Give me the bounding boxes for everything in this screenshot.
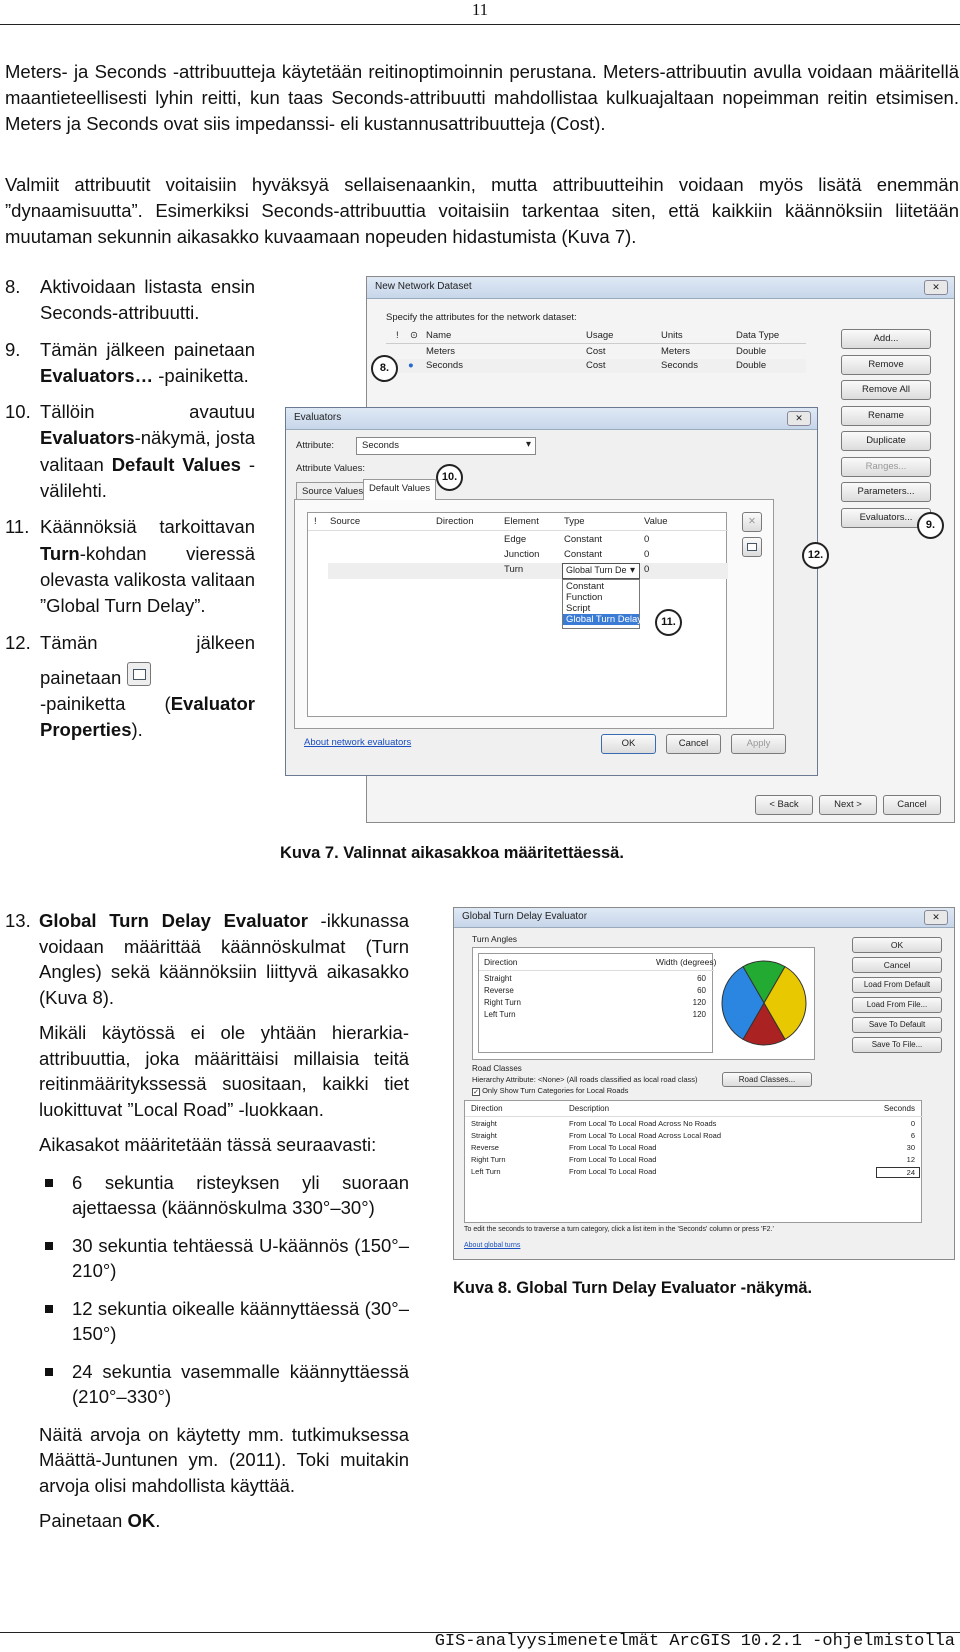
steps-list-1: [5, 274, 255, 754]
remove-button[interactable]: Remove: [841, 355, 931, 375]
footer-text: GIS-analyysimenetelmät ArcGIS 10.2.1 -ohjelmistolla: [434, 1632, 955, 1651]
table-row[interactable]: Straight From Local To Local Road Across Local Road 6: [471, 1131, 915, 1140]
table-row[interactable]: Straight 60: [484, 974, 706, 983]
nd-titlebar: New Network Dataset ✕: [367, 277, 954, 299]
load-from-file-button[interactable]: Load From File...: [852, 997, 942, 1013]
parameters-button[interactable]: Parameters...: [841, 482, 931, 502]
list-item: 24 sekuntia vasemmalle käännyttäessä (210°–330°): [45, 1359, 409, 1410]
paragraph-hierarchy: Mikäli käytössä ei ole yhtään hierarkia-attribuuttia, joka määrittäisi millaisia teitä reitinmääritykssessä suositaan, kaikki tiet luokittuvat ”Local Road” -luokkaan.: [39, 1022, 409, 1120]
next-button[interactable]: Next >: [819, 795, 877, 815]
table-row[interactable]: Meters Cost Meters Double: [426, 346, 767, 357]
callout-11: 11.: [655, 609, 682, 636]
table-row[interactable]: Left Turn From Local To Local Road 24: [465, 1167, 923, 1179]
attribute-select[interactable]: Seconds ▾: [356, 437, 536, 455]
cancel-button[interactable]: Cancel: [666, 734, 721, 754]
paragraph-2: Valmiit attribuutit voitaisiin hyväksyä sellaisenaankin, mutta attribuutteihin voidaan myös lisätä enemmän ”dynaamisuutta”. Esimerkiksi Seconds-attribuuttia voitaisiin tarkentaa siten, että kaikkiin käännöksiin liitetään muutaman sekunnin aikasakko kuvaamaan nopeuden hidastumista (Kuva 7).: [5, 174, 959, 247]
seconds-edit-field[interactable]: 24: [876, 1167, 920, 1178]
close-icon[interactable]: ✕: [924, 910, 948, 925]
close-icon[interactable]: ✕: [924, 280, 948, 295]
default-values-panel: [294, 499, 774, 729]
properties-icon: [747, 543, 757, 551]
header-rule: [0, 24, 960, 25]
apply-button[interactable]: Apply: [731, 734, 786, 754]
list-item: 13. Global Turn Delay Evaluator -ikkunassa voidaan määrittää käännöskulmat (Turn Angles) sekä käännöksiin liittyvä aikasakko (Kuva 8).: [5, 910, 409, 1008]
list-item: 9. Tämän jälkeen painetaan Evaluators… -painiketta.: [5, 338, 255, 386]
page-number: 11: [471, 0, 489, 19]
tab-source-values[interactable]: Source Values: [296, 482, 369, 500]
turn-angles-panel: [472, 947, 815, 1060]
callout-8: 8.: [371, 355, 398, 382]
list-item: 8. Aktivoidaan listasta ensin Seconds-attribuutti.: [5, 276, 255, 324]
bullet-icon: [45, 1179, 53, 1187]
list-item: 12 sekuntia oikealle käännyttäessä (30°–150°): [45, 1296, 409, 1347]
turn-categories-table: Direction Description Seconds Straight From Local To Local Road Across No Roads 0 Straight From Local To Local Road Across Local Road 6 Reverse From Local To Local Road 30 Right Turn From Local To Local Road 12 Left Turn From Local To Local Road 24: [464, 1100, 922, 1223]
about-global-turns-link[interactable]: About global turns: [464, 1242, 521, 1249]
ok-button[interactable]: OK: [852, 937, 942, 953]
callout-10: 10.: [436, 464, 463, 491]
attributes-table: ! ⊙ Name Usage Units Data Type Meters Cost Meters Double ● Seconds Cost Seconds Double: [386, 328, 801, 376]
paragraph-reference: Näitä arvoja on käytetty mm. tutkimuksessa Määttä-Juntunen ym. (2011). Toki muitakin arvoja olisi mahdollista käyttää.: [39, 1423, 409, 1496]
table-row[interactable]: Straight From Local To Local Road Across No Roads 0: [471, 1119, 915, 1128]
type-dropdown-menu: [562, 579, 643, 629]
radio-icon: ●: [408, 360, 414, 371]
list-item: 10. Tällöin avautuu Evaluators-näkymä, josta valitaan Default Values -välilehti.: [5, 401, 256, 502]
road-classes-button[interactable]: Road Classes...: [722, 1072, 812, 1087]
table-row[interactable]: Left Turn 120: [484, 1010, 706, 1019]
save-to-file-button[interactable]: Save To File...: [852, 1037, 942, 1053]
cancel-button[interactable]: Cancel: [852, 957, 942, 973]
delete-icon[interactable]: ✕: [742, 512, 762, 532]
turn-type-select[interactable]: Global Turn De ▾: [562, 563, 640, 579]
new-network-dataset-window: New Network Dataset ✕ Specify the attributes for the network dataset: ! ⊙ Name Usage Units Data Type Meters Cost Meters Double ● Seconds Cost Seconds Double Add... Remove Remove All Rename Duplicate Ranges... Parameters... Evaluators... < Back Next > Cancel: [366, 276, 955, 823]
bullet-icon: [45, 1242, 53, 1250]
table-row[interactable]: Reverse From Local To Local Road 30: [471, 1143, 915, 1152]
global-turn-delay-window: Global Turn Delay Evaluator ✕ Turn Angles Direction Width (degrees) Straight 60 Reverse 60 Right Turn 120 Left Turn 120 OK Cancel Load From Default Load From File... Save To Default Save To File... Road Classes Hierarchy Attribute: <None> (All roads classified as local road class) Road Classes... ✓ Only Show Turn Categories for Local Roads Direction Description Seconds Straight From Local To Local Road Across No Roads 0 Straight From Local To Local Road Across Local Road 6 Reverse From Local To Local Road 30 Right Turn From Local To Local Road 12 Left Turn From Local To Local Road 24 To edit the seconds to traverse a turn category, click a list item in the 'Seconds' column or press 'F2.' About global turns: [453, 907, 955, 1260]
evaluators-button[interactable]: Evaluators...: [841, 508, 931, 528]
turn-angles-table: Direction Width (degrees) Straight 60 Reverse 60 Right Turn 120 Left Turn 120: [478, 953, 713, 1053]
menu-item-global-turn-delay[interactable]: Global Turn Delay: [563, 614, 639, 625]
cancel-button[interactable]: Cancel: [883, 795, 941, 815]
tab-default-values[interactable]: Default Values: [363, 479, 436, 500]
table-row[interactable]: Reverse 60: [484, 986, 706, 995]
add-button[interactable]: Add...: [841, 329, 931, 349]
turn-angles-pie[interactable]: [719, 958, 809, 1048]
back-button[interactable]: < Back: [755, 795, 813, 815]
paragraph-ok: Painetaan OK.: [39, 1510, 161, 1531]
ranges-button[interactable]: Ranges...: [841, 457, 931, 477]
ok-button[interactable]: OK: [601, 734, 656, 754]
evaluator-properties-icon: [127, 662, 151, 686]
load-from-default-button[interactable]: Load From Default: [852, 977, 942, 993]
steps-list-2: [5, 908, 409, 1544]
values-table: ! Source Direction Element Type Value Edge Constant 0 Junction Constant 0 Turn 0 Global Turn De ▾ Constant Function Script Global Turn Delay: [307, 512, 727, 717]
table-row[interactable]: Right Turn 120: [484, 998, 706, 1007]
list-item: 11. Käännöksiä tarkoittavan Turn-kohdan vieressä olevasta valikosta valitaan ”Global Turn Delay”.: [5, 516, 255, 617]
callout-12: 12.: [802, 542, 829, 569]
bullet-icon: [45, 1368, 53, 1376]
bullet-icon: [45, 1305, 53, 1313]
callout-9: 9.: [917, 512, 944, 539]
evaluator-properties-button[interactable]: [742, 537, 762, 557]
figure-8-caption: Kuva 8. Global Turn Delay Evaluator -näkymä.: [453, 1279, 813, 1297]
menu-item[interactable]: Script: [566, 603, 591, 614]
save-to-default-button[interactable]: Save To Default: [852, 1017, 942, 1033]
duplicate-button[interactable]: Duplicate: [841, 431, 931, 451]
attr-icon: ⊙: [410, 330, 418, 341]
table-row[interactable]: Junction Constant 0: [504, 549, 650, 560]
list-item: 30 sekuntia tehtäessä U-käännös (150°–210°): [45, 1233, 409, 1284]
evaluators-window: Evaluators ✕ Attribute: Seconds ▾ Attribute Values: Source Values Default Values ! Source Direction Element Type Value Edge Constant 0 Junction Constant 0 Turn 0 Global Turn De ▾ Constant Function Script Global Turn Delay ✕ About network evaluators OK Cancel Apply: [285, 407, 818, 776]
table-row[interactable]: Right Turn From Local To Local Road 12: [471, 1155, 915, 1164]
menu-item[interactable]: Function: [566, 592, 603, 603]
ev-titlebar: Evaluators ✕: [286, 408, 817, 430]
remove-all-button[interactable]: Remove All: [841, 380, 931, 400]
table-row[interactable]: Turn 0: [328, 563, 728, 579]
list-item: 12. Tämän jälkeen painetaan -painiketta (Evaluator Properties).: [5, 631, 255, 741]
table-row[interactable]: Edge Constant 0: [504, 534, 650, 545]
only-show-checkbox[interactable]: ✓: [473, 1089, 479, 1096]
table-row[interactable]: ● Seconds Cost Seconds Double: [386, 359, 806, 373]
menu-item[interactable]: Constant: [566, 581, 605, 592]
paragraph-penalties-intro: Aikasakot määritetään tässä seuraavasti:: [39, 1134, 377, 1155]
figure-7-caption: Kuva 7. Valinnat aikasakkoa määritettäessä.: [280, 844, 624, 862]
about-evaluators-link[interactable]: About network evaluators: [304, 737, 412, 748]
rename-button[interactable]: Rename: [841, 406, 931, 426]
list-item: 6 sekuntia risteyksen yli suoraan ajettaessa (käännöskulma 330°–30°): [45, 1170, 409, 1221]
close-icon[interactable]: ✕: [787, 411, 811, 426]
gtd-titlebar: Global Turn Delay Evaluator ✕: [454, 908, 954, 928]
straight-color-icon: Straight: [484, 974, 512, 983]
paragraph-1: Meters- ja Seconds -attribuutteja käytetään reitinoptimoinnin perustana. Meters-attribuutin avulla voidaan määritellä maantieteellisesti lyhin reitti, kun taas Seconds-attribuutti mahdollistaa kulkuajaltaan nopeimman reitin etsimisen. Meters ja Seconds ovat siis impedanssi- eli kustannusattribuutteja (Cost).: [5, 61, 959, 134]
